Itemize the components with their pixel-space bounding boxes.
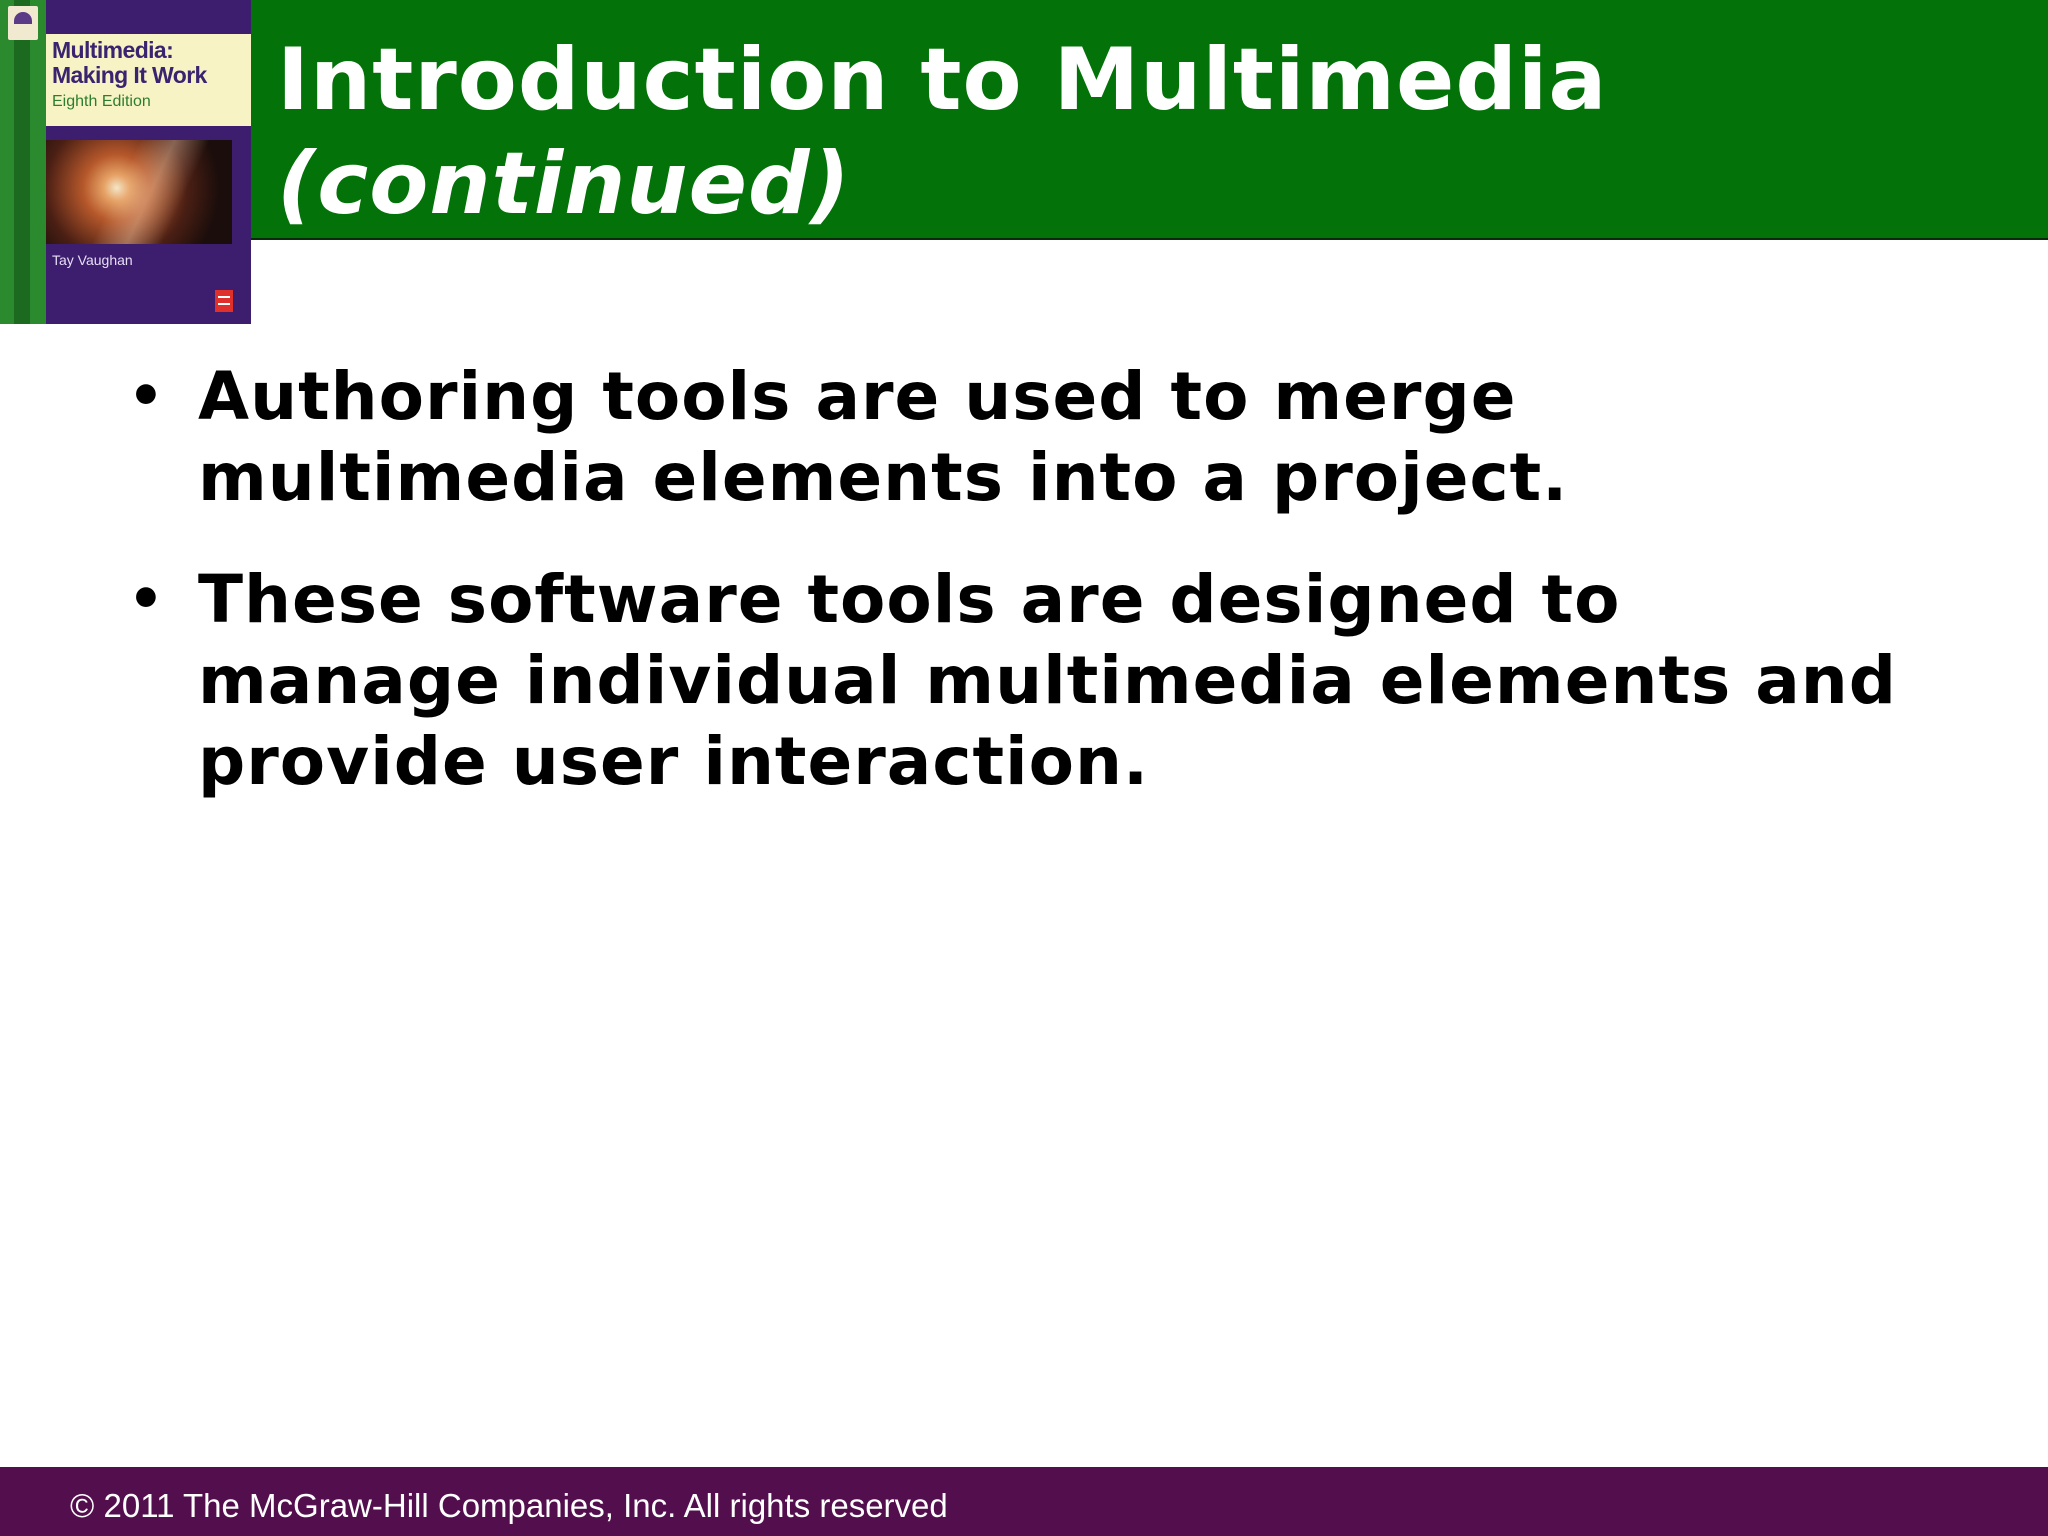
cover-artwork — [46, 140, 232, 244]
cover-author: Tay Vaughan — [52, 252, 133, 268]
bullet-list — [120, 356, 1940, 843]
cover-title-line-2: Making It Work — [52, 62, 207, 88]
cover-title — [52, 38, 207, 88]
bullet-text: These software tools are designed to manage individual multimedia elements and provide user interaction. — [198, 561, 1898, 800]
cover-edition: Eighth Edition — [52, 93, 151, 110]
bullet-item — [120, 559, 1940, 802]
publisher-logo-icon — [215, 290, 233, 312]
book-cover-image — [0, 0, 251, 324]
bullet-icon: • — [128, 364, 165, 429]
cover-title-line-1: Multimedia: — [52, 37, 174, 63]
slide-title-continued: (continued) — [277, 134, 851, 234]
copyright-footer: © 2011 The McGraw-Hill Companies, Inc. All rights reserved — [70, 1487, 948, 1524]
bullet-item — [120, 356, 1940, 518]
slide-title-main: Introduction to Multimedia — [277, 30, 1608, 130]
bullet-icon: • — [128, 567, 165, 632]
bullet-text: Authoring tools are used to merge multimedia elements into a project. — [198, 358, 1569, 516]
slide-title — [277, 28, 1607, 236]
cover-spine-stripe — [14, 0, 30, 324]
cd-logo-icon — [8, 6, 38, 40]
